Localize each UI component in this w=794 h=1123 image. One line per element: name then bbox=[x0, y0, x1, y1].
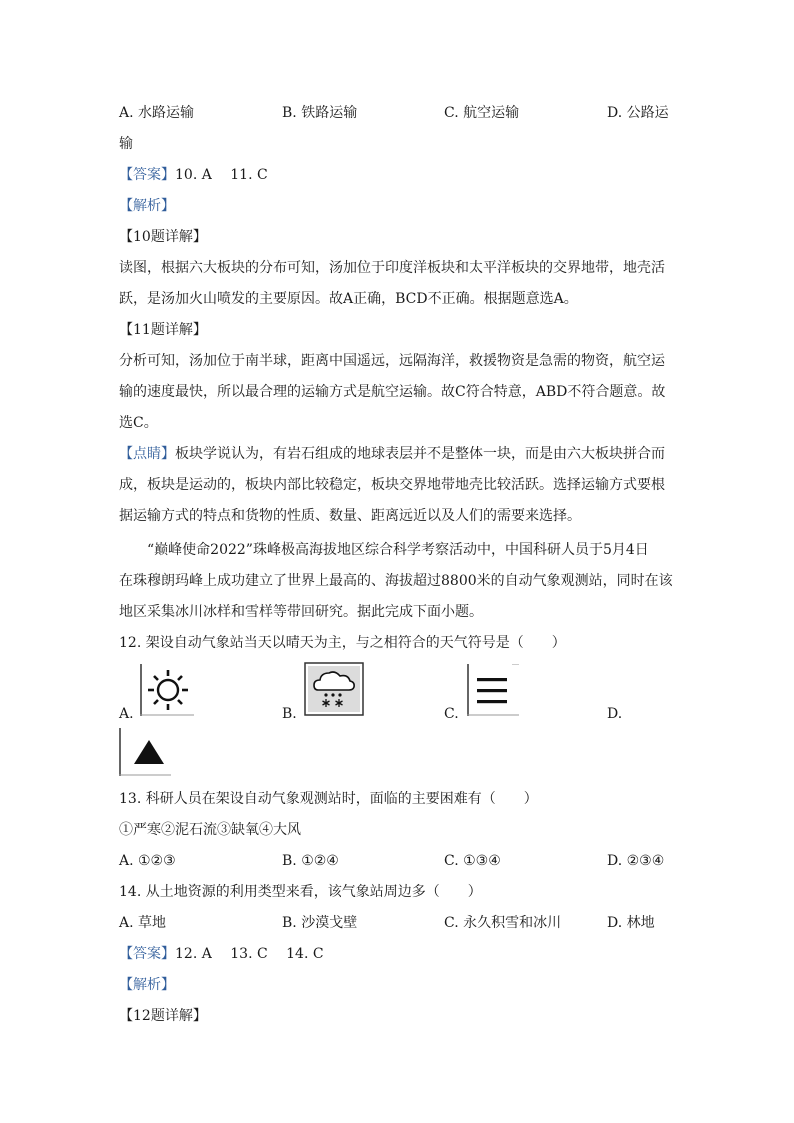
sun-icon bbox=[140, 664, 194, 716]
option-d: D. 公路运 bbox=[607, 105, 669, 121]
answer-tag: 【答案】 bbox=[119, 167, 175, 183]
option-d-wrap: 输 bbox=[119, 136, 133, 152]
option-b: B. 铁路运输 bbox=[282, 105, 358, 121]
analysis-tag: 【解析】 bbox=[119, 198, 175, 214]
option-a: A. 水路运输 bbox=[119, 105, 195, 121]
question-14-option-a: A. 草地 bbox=[119, 915, 167, 931]
dianjing-line-1 bbox=[119, 444, 665, 464]
question-13-sub: ①严寒②泥石流③缺氧④大风 bbox=[119, 822, 301, 838]
question-12-stem: 12. 架设自动气象站当天以晴天为主，与之相符合的天气符号是（ ） bbox=[119, 635, 566, 651]
question-14-option-b: B. 沙漠戈壁 bbox=[282, 915, 358, 931]
fog-icon bbox=[467, 664, 519, 716]
passage-line-1: “巅峰使命2022”珠峰极高海拔地区综合科学考察活动中，中国科研人员于5月4日 bbox=[147, 542, 649, 558]
dianjing-line-2: 成，板块是运动的，板块内部比较稳定，板块交界地带地壳比较活跃。选择运输方式要根 bbox=[119, 477, 665, 493]
detail-11-line-1: 分析可知，汤加位于南半球，距离中国遥远，远隔海洋，救援物资是急需的物资，航空运 bbox=[119, 353, 665, 369]
question-12-option-b: B. bbox=[282, 706, 297, 722]
question-13-option-b: B. ①②④ bbox=[282, 853, 339, 869]
answer-line-2 bbox=[119, 944, 324, 964]
question-14-option-d: D. 林地 bbox=[607, 915, 655, 931]
detail-11-tag: 【11题详解】 bbox=[119, 322, 207, 338]
answer-text: 10. A 11. C bbox=[175, 167, 268, 183]
detail-12-tag: 【12题详解】 bbox=[119, 1008, 207, 1024]
dianjing-text-1: 板块学说认为，有岩石组成的地球表层并不是整体一块，而是由六大板块拼合而 bbox=[175, 446, 665, 462]
question-12-option-c: C. bbox=[444, 706, 459, 722]
question-13-stem: 13. 科研人员在架设自动气象观测站时，面临的主要困难有（ ） bbox=[119, 791, 538, 807]
answer-tag-2: 【答案】 bbox=[119, 946, 175, 962]
dianjing-tag: 【点睛】 bbox=[119, 446, 175, 462]
detail-10-tag: 【10题详解】 bbox=[119, 229, 207, 245]
answer-line bbox=[119, 165, 268, 185]
question-13-option-a: A. ①②③ bbox=[119, 853, 176, 869]
question-14-option-c: C. 永久积雪和冰川 bbox=[444, 915, 562, 931]
question-12-option-d: D. bbox=[607, 706, 623, 722]
question-13-option-c: C. ①③④ bbox=[444, 853, 501, 869]
passage-line-3: 地区采集冰川冰样和雪样等带回研究。据此完成下面小题。 bbox=[119, 604, 483, 620]
detail-10-line-2: 跃，是汤加火山喷发的主要原因。故A正确，BCD不正确。根据题意选A。 bbox=[119, 291, 578, 307]
dianjing-line-3: 据运输方式的特点和货物的性质、数量、距离远近以及人们的需要来选择。 bbox=[119, 508, 581, 524]
passage-line-2: 在珠穆朗玛峰上成功建立了世界上最高的、海拔超过8800米的自动气象观测站，同时在该 bbox=[119, 573, 673, 589]
answer-text-2: 12. A 13. C 14. C bbox=[175, 946, 324, 962]
option-c: C. 航空运输 bbox=[444, 105, 520, 121]
hail-triangle-icon bbox=[119, 728, 171, 776]
detail-11-line-2: 输的速度最快，所以最合理的运输方式是航空运输。故C符合特意，ABD不符合题意。故 bbox=[119, 384, 666, 400]
question-12-option-a: A. bbox=[119, 706, 134, 722]
snow-cloud-icon bbox=[304, 662, 364, 716]
analysis-tag-2: 【解析】 bbox=[119, 977, 175, 993]
question-13-option-d: D. ②③④ bbox=[607, 853, 665, 869]
question-14-stem: 14. 从土地资源的利用类型来看，该气象站周边多（ ） bbox=[119, 884, 482, 900]
detail-10-line-1: 读图，根据六大板块的分布可知，汤加位于印度洋板块和太平洋板块的交界地带，地壳活 bbox=[119, 260, 665, 276]
detail-11-line-3: 选C。 bbox=[119, 415, 158, 431]
